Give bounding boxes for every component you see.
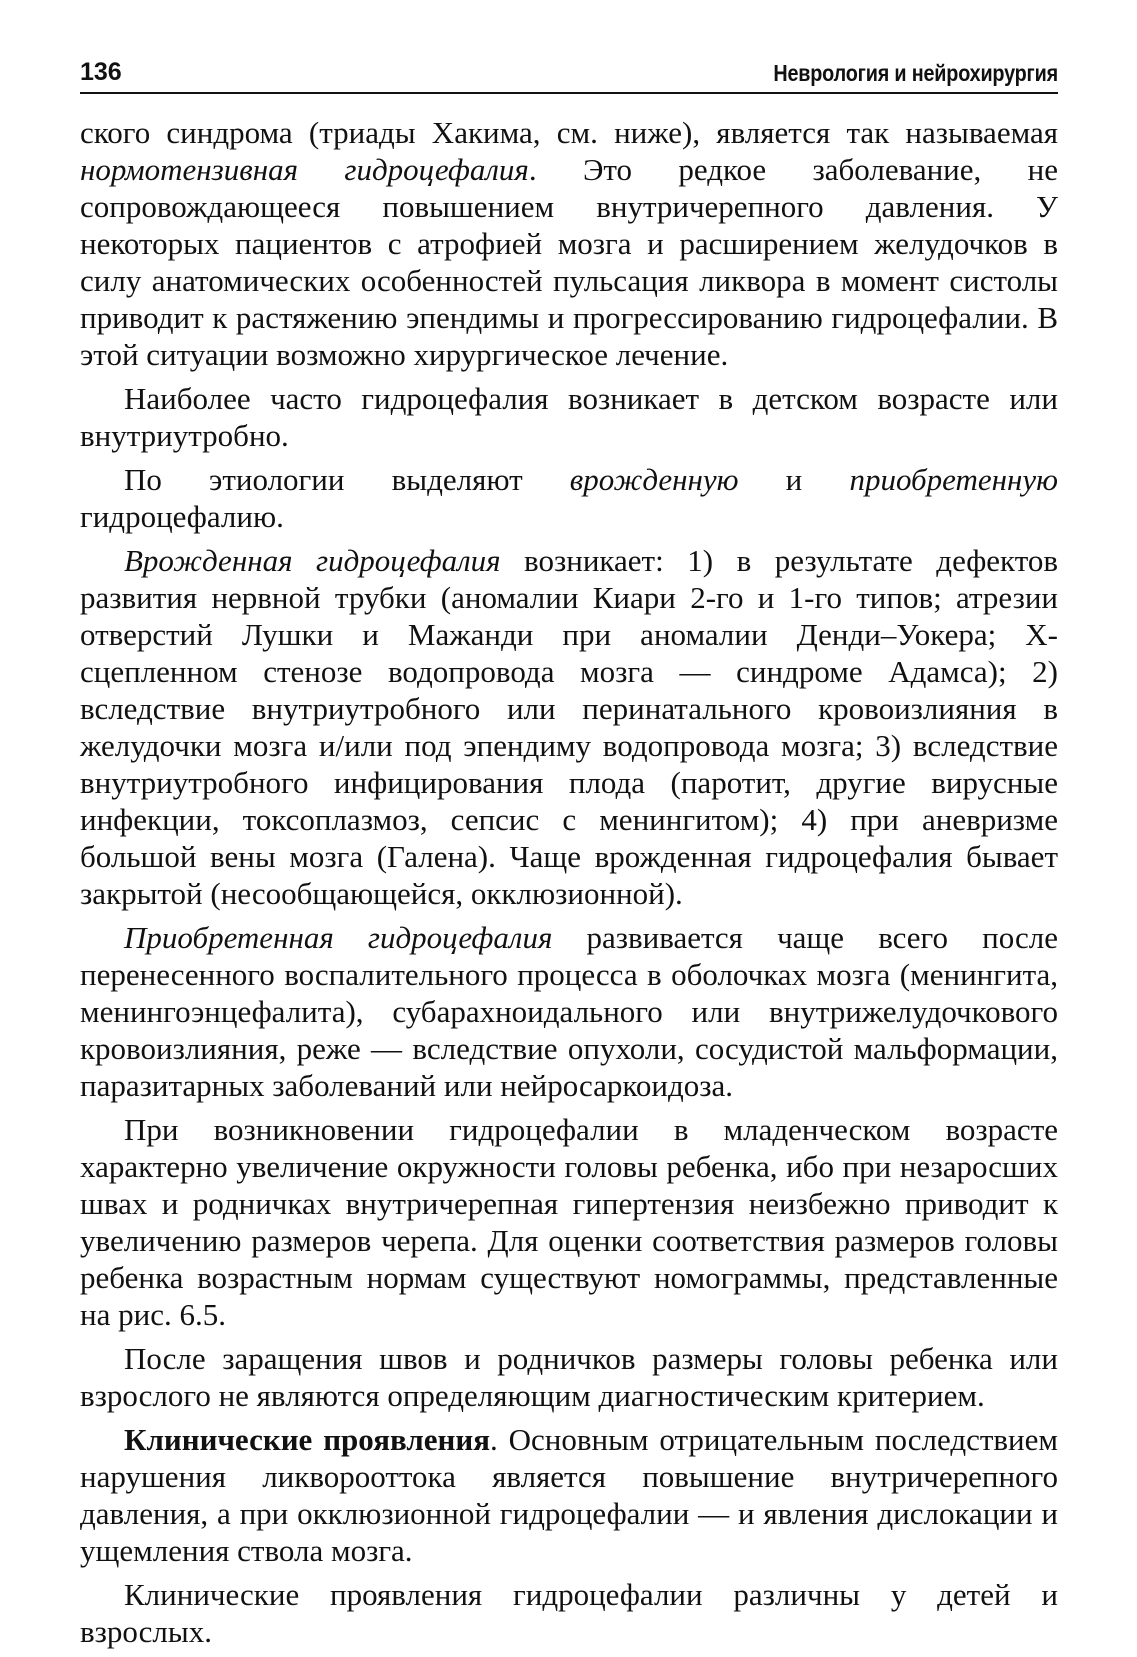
text-run: возникает: 1) в результате дефектов развития нервной трубки (аномалии Киари 2-го и 1-го типов; атрезии отверстий Лушки и Мажанди при аномалии Денди–Уокера; Х-сцепленном стенозе водопровода мозга — синдроме Адамса); 2) вследствие внутриутробного или перинатального кровоизлияния в желудочки мозга и/или под эпендиму водопровода мозга; 3) вследствие внутриутробного инфицирования плода (паротит, другие вирусные инфекции, токсоплазмоз, сепсис с менингитом); 4) при аневризме большой вены мозга (Галена). Чаще врожденная гидроцефалия бывает закрытой (несообщающейся, окклюзионной).: [80, 543, 1058, 911]
paragraph: [80, 114, 1058, 373]
paragraph: [80, 1576, 1058, 1650]
text-run: При возникновении гидроцефалии в младенческом возрасте характерно увеличение окружности головы ребенка, ибо при незаросших швах и родничках внутричерепная гипертензия неизбежно приводит к увеличению размеров черепа. Для оценки соответствия размеров головы ребенка возрастным нормам существуют номограммы, представленные на рис. 6.5.: [80, 1112, 1058, 1332]
running-header: [80, 58, 1058, 94]
italic-term: врожденную: [569, 462, 739, 497]
text-run: развивается чаще всего после перенесенного воспалительного процесса в оболочках мозга (менингита, менингоэнцефалита), субарахноидального или внутрижелудочкового кровоизлияния, реже — вследствие опухоли, сосудистой мальформации, паразитарных заболеваний или нейросаркоидоза.: [80, 920, 1058, 1103]
text-run: По этиологии выделяют: [124, 462, 570, 497]
text-run: гидроцефалию.: [80, 499, 284, 534]
page-number: 136: [80, 58, 122, 86]
paragraph: [80, 1111, 1058, 1333]
text-run: ского синдрома (триады Хакима, см. ниже), является так называемая: [80, 115, 1058, 150]
paragraph: [80, 919, 1058, 1104]
paragraph: [80, 1340, 1058, 1414]
italic-term: нормотензивная гидроцефалия: [80, 152, 529, 187]
bold-heading: Клинические проявления: [124, 1422, 490, 1457]
text-run: Наиболее часто гидроцефалия возникает в детском возрасте или внутриутробно.: [80, 381, 1058, 453]
body-text: [80, 114, 1058, 1650]
paragraph: [80, 1421, 1058, 1569]
text-run: . Основным отрицательным последствием нарушения ликворооттока является повышение внутричерепного давления, а при окклюзионной гидроцефалии — и явления дислокации и ущемления ствола мозга.: [80, 1422, 1059, 1568]
italic-term: Врожденная гидроцефалия: [124, 543, 501, 578]
text-run: . Это редкое заболевание, не сопровождающееся повышением внутричерепного давления. У некоторых пациентов с атрофией мозга и расширением желудочков в силу анатомических особенностей пульсация ликвора в момент систолы приводит к растяжению эпендимы и прогрессированию гидроцефалии. В этой ситуации возможно хирургическое лечение.: [80, 152, 1058, 372]
italic-term: приобретенную: [849, 462, 1058, 497]
paragraph: [80, 461, 1058, 535]
text-run: Клинические проявления гидроцефалии различны у детей и взрослых.: [80, 1577, 1058, 1649]
text-run: После заращения швов и родничков размеры головы ребенка или взрослого не являются определяющим диагностическим критерием.: [80, 1341, 1058, 1413]
book-page: [80, 58, 1058, 1657]
running-title: Неврология и нейрохирургия: [773, 60, 1058, 86]
italic-term: Приобретенная гидроцефалия: [124, 920, 553, 955]
paragraph: [80, 542, 1058, 912]
paragraph: [80, 380, 1058, 454]
text-run: и: [738, 462, 850, 497]
